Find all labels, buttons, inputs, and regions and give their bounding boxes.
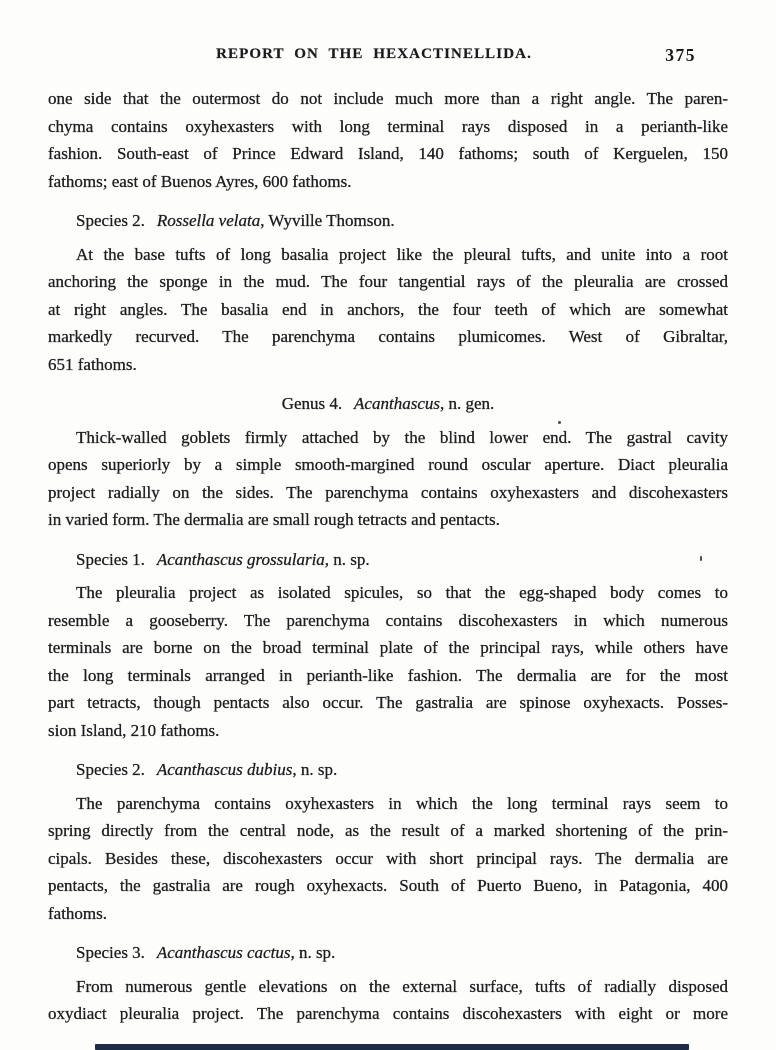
text-line: markedly recurved. The parenchyma contains plumicomes. West of Gibraltar, [48,327,728,346]
heading-text: , n. sp. [324,549,370,569]
text-line: fathoms; east of Buenos Ayres, 600 fathoms. [48,171,352,191]
text-line: cipals. Besides these, discohexasters occur with short principal rays. The dermalia are [48,848,728,868]
taxon-name: Acanthascus dubius [156,760,293,779]
paragraph [48,790,728,928]
text-line: The parenchyma contains oxyhexasters in which the long terminal rays seem to [76,793,728,813]
text-line: resemble a gooseberry. The parenchyma contains discohexasters in which numerous [48,610,728,630]
taxon-name: Acanthascus cactus [156,943,291,962]
heading-text: Species 1. [76,549,150,569]
text-line: Thick-walled goblets firmly attached by the blind lower end. The gastral cavity [76,427,728,447]
text-line: From numerous gentle elevations on the external surface, tufts of radially disposed [76,976,728,996]
text-line: chyma contains oxyhexasters with long terminal rays disposed in a perianth-like [48,116,728,136]
paragraph [48,424,728,534]
heading-text: , n. sp. [290,943,336,962]
genus-4-acanthascus-heading [48,390,728,418]
text-line: in varied form. The dermalia are small rough tetracts and pentacts. [48,510,500,529]
text-line: sion Island, 210 fathoms. [48,720,220,740]
species-2-rossella-heading [48,207,728,235]
taxon-name: Rossella velata [156,211,261,230]
heading-text: , n. sp. [292,760,338,779]
text-line: fashion. South-east of Prince Edward Island, 140 fathoms; south of Kerguelen, 150 [48,144,728,163]
scan-artifact-bar [95,1044,689,1050]
page-title: REPORT ON THE HEXACTINELLIDA. [216,46,532,62]
text-line: one side that the outermost do not include much more than a right angle. The paren- [48,89,728,108]
text-line: opens superiorly by a simple smooth-margined round oscular aperture. Diact pleuralia [48,455,728,474]
paragraph [48,241,728,379]
heading-text: Species 3. [76,943,150,962]
heading-text: Genus 4. [281,394,347,413]
heading-text: , n. gen. [439,394,495,413]
text-line: fathoms. [48,903,108,923]
text-line: At the base tufts of long basalia project like the pleural tufts, and unite into a root [76,244,728,264]
text-line: project radially on the sides. The parenchyma contains oxyhexasters and discohexasters [48,482,728,502]
species-2-dubius-heading [48,756,728,784]
taxon-name: Acanthascus grossularia [156,549,325,569]
species-1-grossularia-heading [48,546,728,574]
species-3-cactus-heading [48,939,728,967]
scan-speck [700,556,702,561]
heading-text: Species 2. [76,211,150,230]
text-line: pentacts, the gastralia are rough oxyhexacts. South of Puerto Bueno, in Patagonia, 400 [48,876,728,895]
paragraph [48,579,728,744]
scan-speck [558,421,561,424]
page-content [48,85,728,1028]
text-line: oxydiact pleuralia project. The parenchyma contains discohexasters with eight or more [48,1004,728,1023]
text-line: spring directly from the central node, as the result of a marked shortening of the prin- [48,821,728,840]
text-line: terminals are borne on the broad terminal plate of the principal rays, while others have [48,638,728,657]
heading-text: Species 2. [76,760,150,779]
text-line: The pleuralia project as isolated spicules, so that the egg-shaped body comes to [76,583,728,602]
paragraph [48,85,728,195]
heading-text: , Wyville Thomson. [260,211,395,230]
running-head [0,46,776,68]
text-line: the long terminals arranged in perianth-like fashion. The dermalia are for the most [48,665,728,685]
paragraph [48,973,728,1028]
text-line: anchoring the sponge in the mud. The four tangential rays of the pleuralia are crossed [48,272,728,291]
taxon-name: Acanthascus [354,394,440,413]
text-line: part tetracts, though pentacts also occur. The gastralia are spinose oxyhexacts. Posses- [48,693,728,712]
text-line: 651 fathoms. [48,354,137,374]
page-number: 375 [665,45,696,65]
text-line: at right angles. The basalia end in anchors, the four teeth of which are somewhat [48,299,728,319]
